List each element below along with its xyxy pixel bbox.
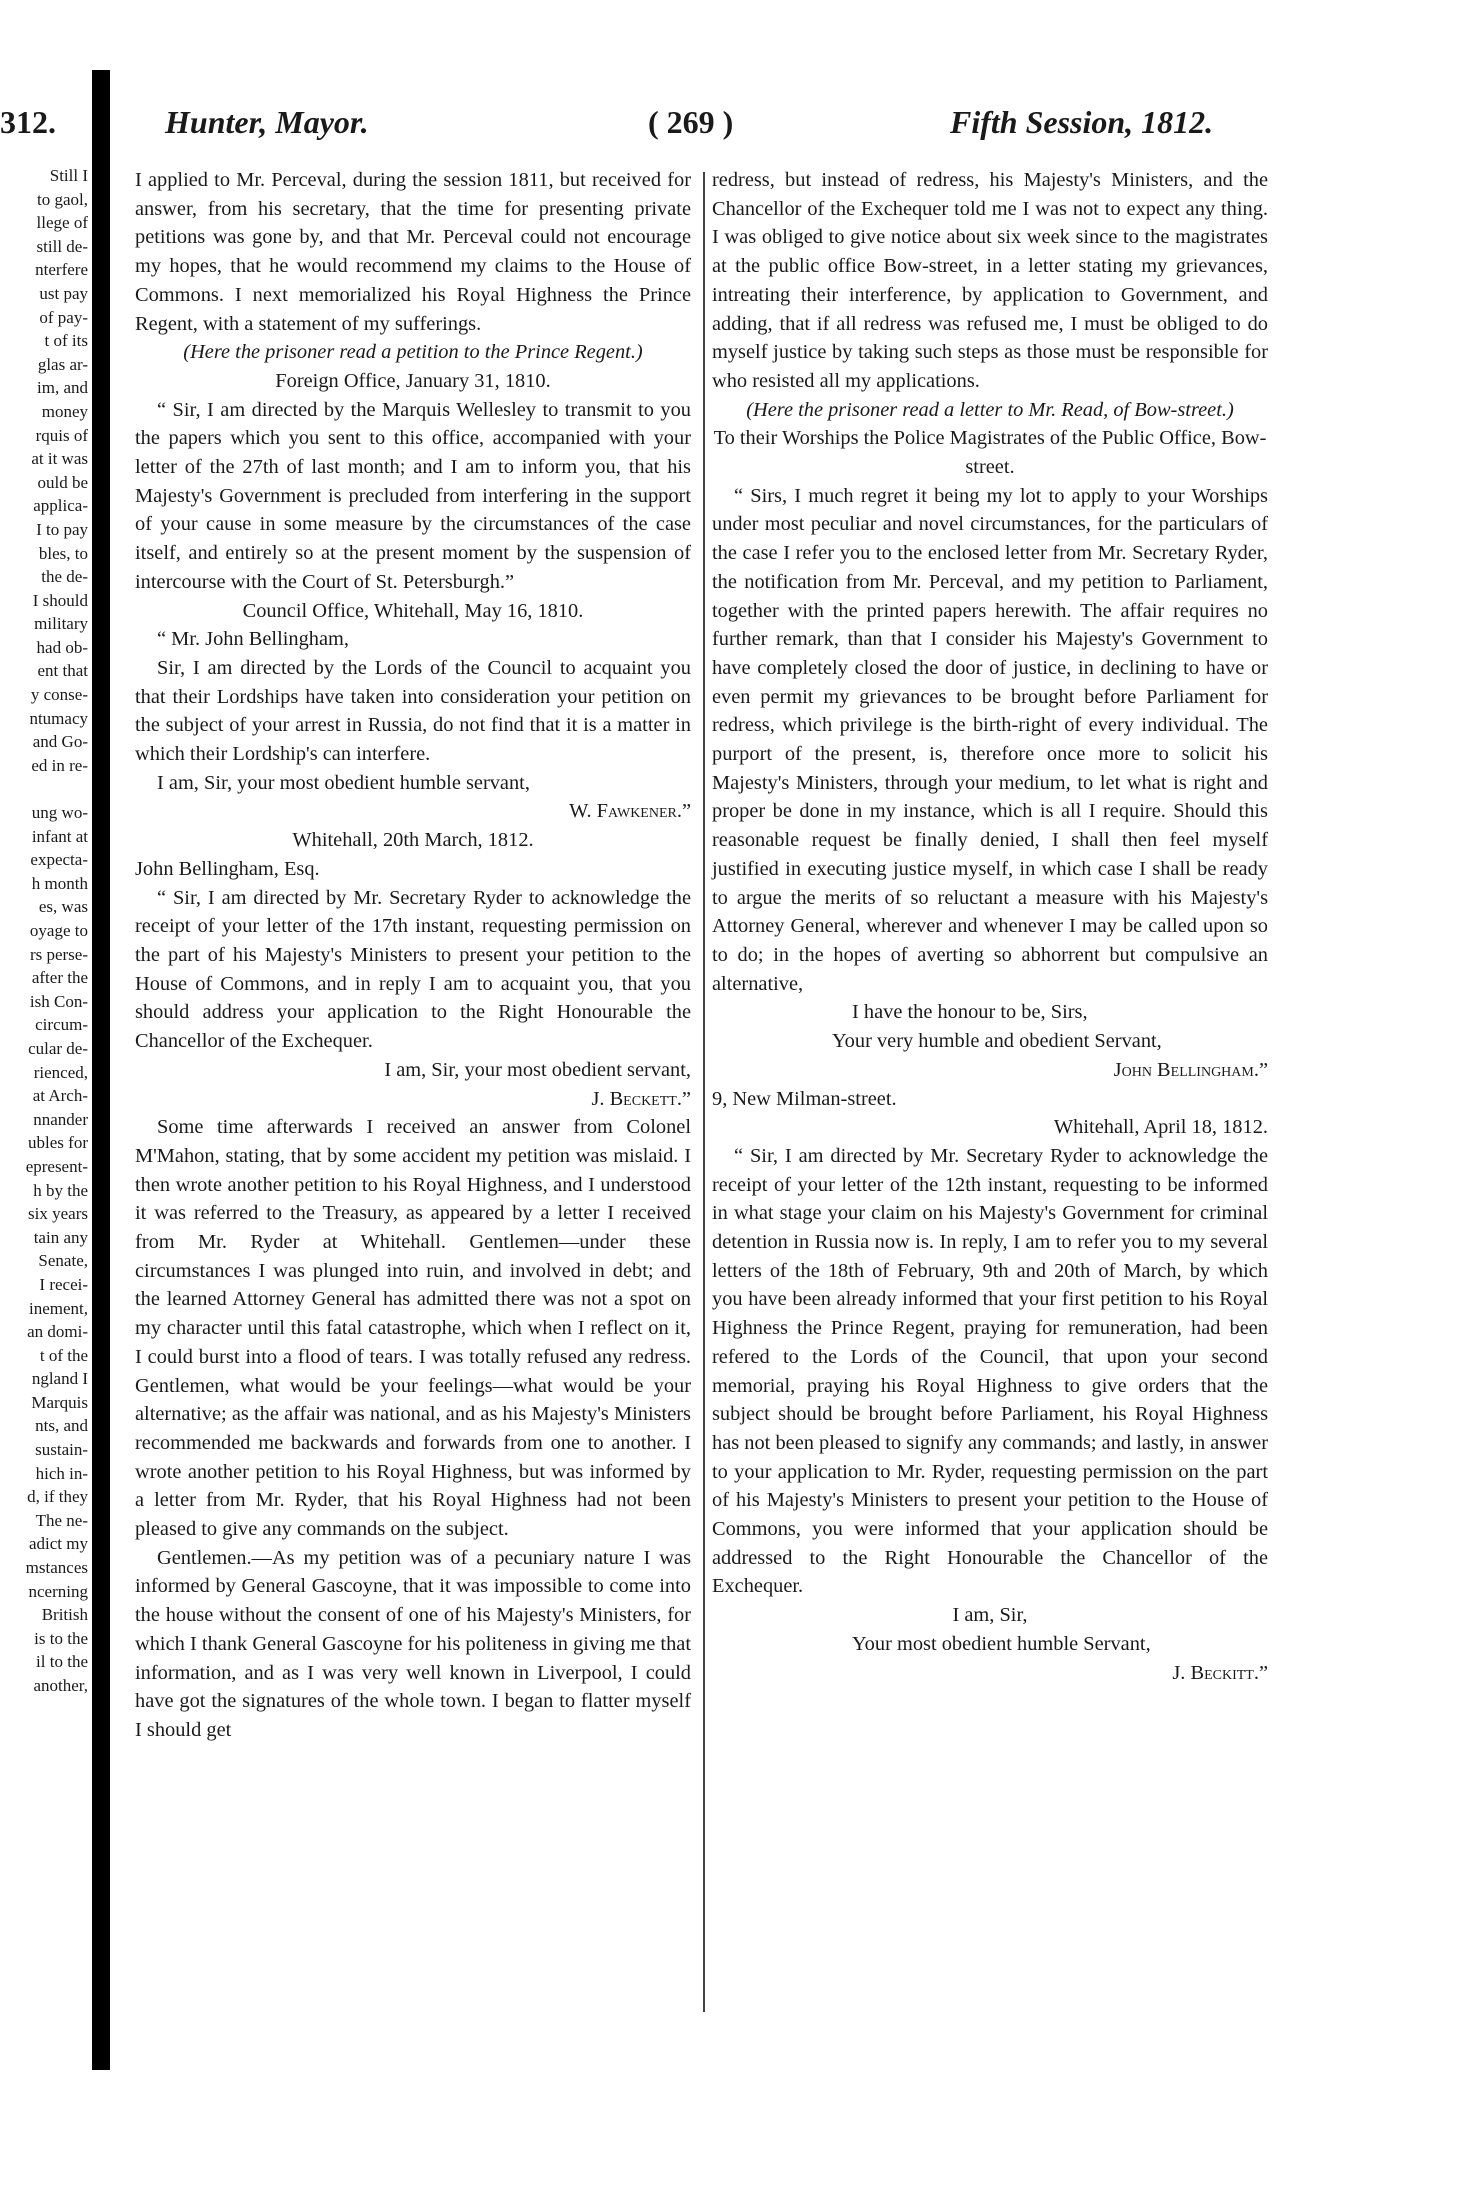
fragment-line: had ob- bbox=[36, 637, 88, 657]
fragment-line: still de- bbox=[36, 236, 88, 256]
text-block: “ Mr. John Bellingham, bbox=[157, 628, 349, 651]
fragment-line: adict my bbox=[28, 1534, 88, 1554]
fragment-line: ent that bbox=[37, 661, 88, 681]
fragment-line: im, and bbox=[37, 378, 88, 398]
fragment-line: I should bbox=[32, 590, 88, 610]
fragment-line: circum- bbox=[35, 1015, 88, 1035]
column-divider bbox=[703, 172, 705, 2012]
fragment-line: t of the bbox=[39, 1345, 88, 1365]
fragment-line: mstances bbox=[25, 1558, 88, 1578]
fragment-line: ung wo- bbox=[31, 803, 88, 823]
fragment-line: I to pay bbox=[36, 519, 88, 539]
fragment-line: six years bbox=[28, 1204, 88, 1224]
fragment-line: inement, bbox=[28, 1298, 88, 1318]
text-block: 9, New Milman-street. bbox=[712, 1087, 897, 1110]
fragment-line: ould be bbox=[37, 472, 88, 492]
text-block: (Here the prisoner read a letter to Mr. Read, of Bow-street.) bbox=[746, 398, 1234, 421]
fragment-line: ust pay bbox=[39, 283, 88, 303]
fragment-line: il to the bbox=[36, 1652, 88, 1672]
fragment-line: expecta- bbox=[30, 850, 88, 870]
text-block: John Bellingham.” bbox=[1113, 1058, 1268, 1081]
fragment-line: is to the bbox=[34, 1628, 88, 1648]
fragment-line: ish Con- bbox=[29, 991, 88, 1011]
running-head-session: Fifth Session, 1812. bbox=[950, 104, 1214, 140]
fragment-line: bles, to bbox=[38, 543, 88, 563]
text-block: Your most obedient humble Servant, bbox=[852, 1632, 1151, 1655]
fragment-line: applica- bbox=[33, 496, 88, 516]
page-header bbox=[0, 104, 1473, 144]
fragment-line: The ne- bbox=[35, 1510, 88, 1530]
fragment-line: nterfere bbox=[35, 260, 88, 280]
text-block: Foreign Office, January 31, 1810. bbox=[275, 369, 551, 392]
fragment-line: military bbox=[34, 614, 88, 634]
fragment-line: at it was bbox=[31, 449, 88, 469]
fragment-line: ncerning bbox=[28, 1581, 88, 1601]
fragment-line: Still I bbox=[49, 166, 88, 185]
facing-page-number: 312. bbox=[0, 104, 56, 140]
text-block: I applied to Mr. Perceval, during the session 1811, but received for answer, from his secretary, that the time for presenting private petitions was gone by, and that Mr. Perceval could not encourage my hopes, that he would recommend my claims to the House of Commons. I next memorialized his Royal Highness the Prince Regent, with a statement of my sufferings. bbox=[135, 169, 691, 335]
fragment-line: cular de- bbox=[28, 1038, 88, 1058]
fragment-line: es, was bbox=[38, 897, 88, 917]
text-block: “ Sir, I am directed by Mr. Secretary Ryder to acknowledge the receipt of your letter of the 17th instant, requesting permission on the part of his Majesty's Ministers to present your petition to the House of Commons, and in reply I am to acquaint you, that you should address your application to the Right Honourable the Chancellor of the Exchequer. bbox=[135, 886, 691, 1053]
fragment-line: t of its bbox=[44, 331, 88, 351]
fragment-line: ed in re- bbox=[31, 755, 88, 775]
text-block: Some time afterwards I received an answer from Colonel M'Mahon, stating, that by some accident my petition was mislaid. I then wrote another petition to his Royal Highness, and I understood it was referred to the Treasury, as appeared by a letter I received from Mr. Ryder at Whitehall. Gentlemen—under these circumstances I was plunged into ruin, and involved in debt; and the learned Attorney General has admitted there was not a spot on my character until this fatal catastrophe, which when I reflect on it, I could burst into a flood of tears. I was totally refused any redress. Gentlemen, what would be your feelings—what would be your alternative; as the affair was national, and as his Majesty's Ministers recommended me backwards and forwards from one to another. I wrote another petition to his Royal Highness, but was informed by a letter from Mr. Ryder, that his Royal Highness had not been pleased to give any commands on the subject. bbox=[135, 1116, 691, 1541]
fragment-line: infant at bbox=[31, 826, 88, 846]
text-block: I am, Sir, your most obedient humble servant, bbox=[157, 771, 530, 794]
fragment-line: money bbox=[41, 401, 88, 421]
text-block: Whitehall, April 18, 1812. bbox=[1053, 1116, 1268, 1139]
fragment-line: and Go- bbox=[32, 732, 88, 752]
text-block: Your very humble and obedient Servant, bbox=[832, 1030, 1162, 1053]
fragment-line: glas ar- bbox=[37, 354, 88, 374]
text-block: Whitehall, 20th March, 1812. bbox=[292, 829, 534, 852]
fragment-line: I recei- bbox=[39, 1274, 88, 1294]
text-block: I am, Sir, bbox=[952, 1604, 1028, 1627]
fragment-line: epresent- bbox=[25, 1156, 88, 1176]
running-head-mayor: Hunter, Mayor. bbox=[165, 104, 369, 140]
fragment-line: the de- bbox=[41, 567, 88, 587]
text-block: I have the honour to be, Sirs, bbox=[852, 1001, 1088, 1024]
page-number: ( 269 ) bbox=[648, 104, 734, 140]
fragment-line: rienced, bbox=[33, 1062, 88, 1082]
fragment-line: ngland I bbox=[31, 1369, 88, 1389]
fragment-line bbox=[0, 777, 88, 801]
fragment-line: at Arch- bbox=[32, 1086, 88, 1106]
fragment-line: Marquis bbox=[31, 1392, 88, 1412]
fragment-line: oyage to bbox=[29, 921, 88, 940]
fragment-line: rs perse- bbox=[29, 944, 88, 964]
fragment-line: hich in- bbox=[35, 1463, 88, 1483]
text-block: W. Fawkener.” bbox=[569, 800, 691, 823]
fragment-line: sustain- bbox=[35, 1440, 88, 1460]
facing-page-fragments bbox=[0, 164, 88, 1698]
fragment-line: nnander bbox=[33, 1109, 88, 1129]
fragment-line: h by the bbox=[33, 1180, 88, 1200]
text-block: To their Worships the Police Magistrates of the Public Office, Bow-street. bbox=[713, 427, 1267, 479]
fragment-line: an domi- bbox=[27, 1322, 88, 1342]
text-column-right bbox=[712, 166, 1268, 1687]
fragment-line: ubles for bbox=[28, 1133, 88, 1153]
text-block: Sir, I am directed by the Lords of the Council to acquaint you that their Lordships have taken into consideration your petition on the subject of your arrest in Russia, do not find that it is a matter in which their Lordship's can interfere. bbox=[135, 656, 691, 766]
fragment-line: of pay- bbox=[39, 307, 88, 327]
text-block: Council Office, Whitehall, May 16, 1810. bbox=[242, 599, 584, 622]
fragment-line: y conse- bbox=[30, 685, 88, 705]
fragment-line: llege of bbox=[36, 213, 88, 233]
fragment-line: rquis of bbox=[35, 425, 88, 445]
fragment-line: nts, and bbox=[35, 1416, 88, 1436]
text-block: “ Sir, I am directed by the Marquis Wellesley to transmit to you the papers which you sent to this office, accompanied with your letter of the 27th of last month; and I am to inform you, that his Majesty's Government is precluded from interfering in the support of your cause in some measure by the circumstances of the case itself, and entirely so at the present moment by the suspension of intercourse with the Court of St. Petersburgh.” bbox=[135, 398, 691, 593]
text-block: J. Beckitt.” bbox=[1172, 1661, 1268, 1684]
binding-edge bbox=[92, 70, 110, 2070]
text-block: J. Beckett.” bbox=[591, 1087, 691, 1110]
fragment-line: British bbox=[41, 1605, 88, 1625]
text-block: (Here the prisoner read a petition to the Prince Regent.) bbox=[183, 341, 643, 364]
text-block: I am, Sir, your most obedient servant, bbox=[384, 1058, 691, 1081]
fragment-line: Senate, bbox=[38, 1251, 88, 1271]
fragment-line: d, if they bbox=[27, 1487, 88, 1507]
fragment-line: after the bbox=[31, 968, 88, 988]
fragment-line: to gaol, bbox=[37, 189, 88, 209]
text-block: “ Sirs, I much regret it being my lot to apply to your Worships under most peculiar and novel circumstances, for the particulars of the case I refer you to the enclosed letter from Mr. Secretary Ryder, the notification from Mr. Perceval, and my petition to Parliament, together with the printed papers herewith. The affair requires no further remark, than that I consider his Majesty's Government to have completely closed the door of justice, in declining to have or even permit my grievances to be brought before Parliament for redress, which privilege is the birth-right of every individual. The purport of the present, is, therefore once more to solicit his Majesty's Ministers, through your medium, to let what is right and proper be done in my instance, which is all I require. Should this reasonable request be finally denied, I shall then feel myself justified in executing justice myself, in which case I shall be ready to argue the merits of so reluctant a measure with his Majesty's Attorney General, wherever and whenever I may be called upon so to do; in the hopes of averting so abhorrent but compulsive an alternative, bbox=[712, 484, 1268, 995]
fragment-line: tain any bbox=[33, 1227, 88, 1247]
text-block: John Bellingham, Esq. bbox=[135, 857, 320, 880]
text-column-left bbox=[135, 166, 691, 1745]
fragment-line: h month bbox=[31, 873, 88, 893]
fragment-line: another, bbox=[33, 1676, 88, 1695]
text-block: Gentlemen.—As my petition was of a pecuniary nature I was informed by General Gascoyne, that it was impossible to come into the house without the consent of one of his Majesty's Ministers, for which I thank General Gascoyne for his politeness in giving me that information, and as I was very well known in Liverpool, I could have got the signatures of the whole town. I began to flatter myself I should get bbox=[135, 1546, 691, 1741]
text-block: “ Sir, I am directed by Mr. Secretary Ryder to acknowledge the receipt of your letter of the 12th instant, requesting to be informed in what stage your claim on his Majesty's Government for criminal detention in Russia now is. In reply, I am to refer you to my several letters of the 18th of February, 9th and 20th of March, by which you have been already informed that your first petition to his Royal Highness the Prince Regent, praying for remuneration, had been refered to the Lords of the Council, that upon your second memorial, praying his Royal Highness to give orders that the subject should be brought before Parliament, his Royal Highness has not been pleased to signify any commands; and lastly, in answer to your application to Mr. Ryder, requesting permission on the part of his Majesty's Ministers to present your petition to the House of Commons, you were informed that your application should be addressed to the Right Honourable the Chancellor of the Exchequer. bbox=[712, 1144, 1268, 1598]
text-block: redress, but instead of redress, his Majesty's Ministers, and the Chancellor of the Exchequer told me I was not to expect any thing. I was obliged to give notice about six week since to the magistrates at the public office Bow-street, in a letter stating my grievances, intreating their interference, by application to Government, and adding, that if all redress was refused me, I must be obliged to do myself justice by taking such steps as those must be responsible for who resisted all my applications. bbox=[712, 169, 1268, 392]
fragment-line: ntumacy bbox=[29, 708, 88, 728]
